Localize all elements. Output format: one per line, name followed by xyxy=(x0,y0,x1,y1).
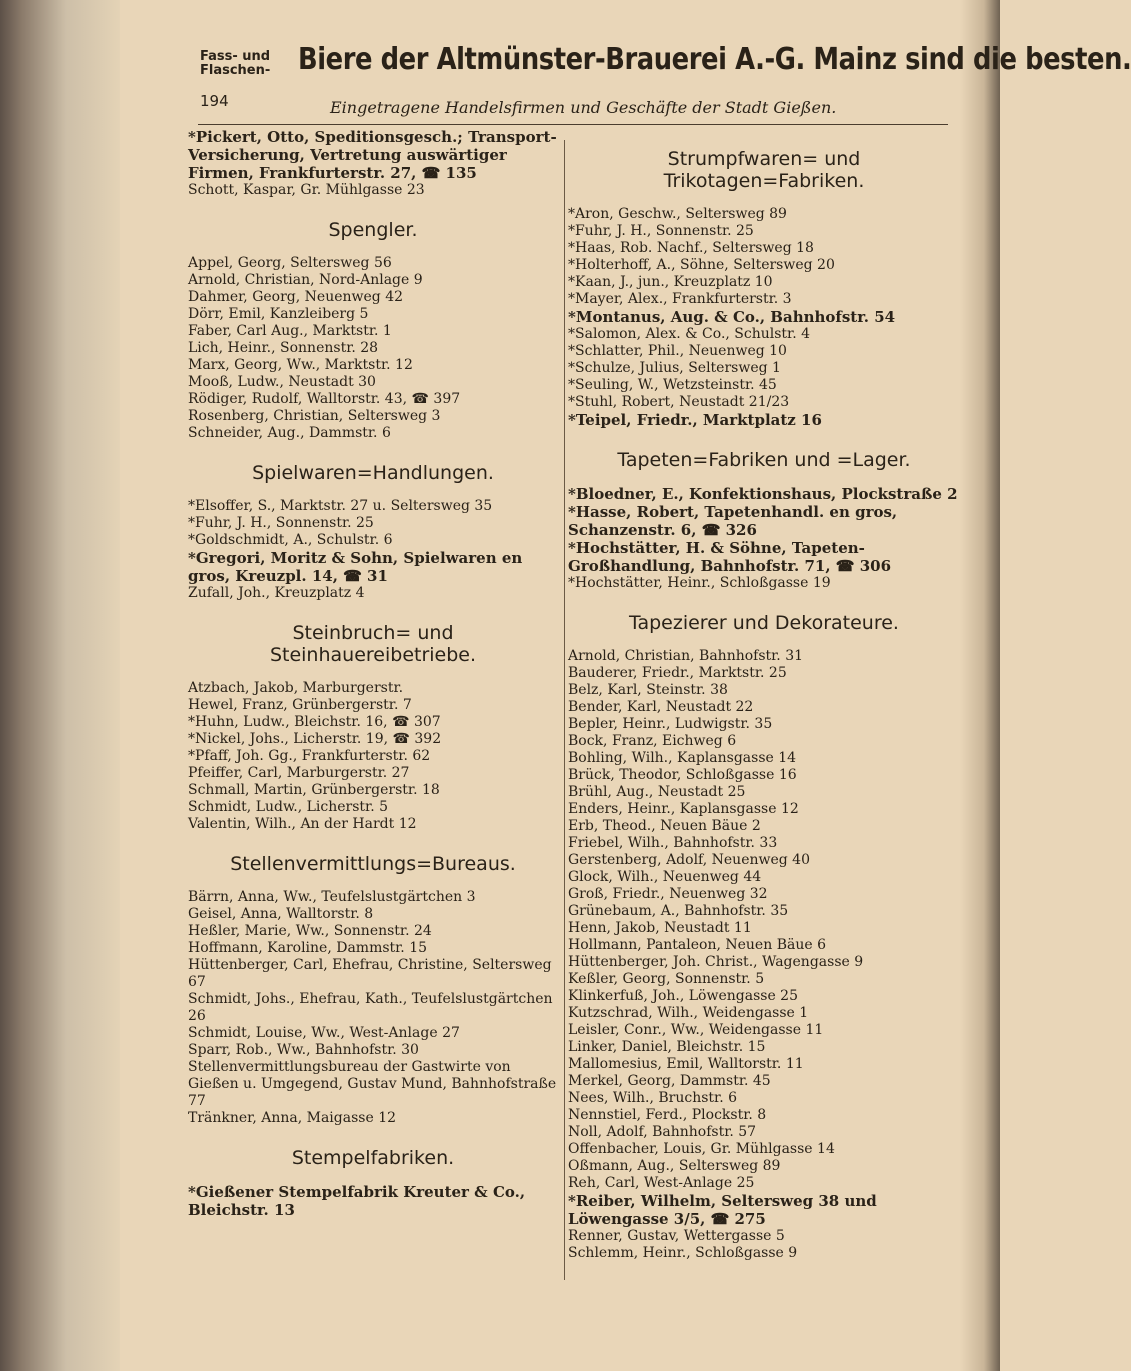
directory-entry: Heßler, Marie, Ww., Sonnenstr. 24 xyxy=(188,923,432,939)
running-head: Eingetragene Handelsfirmen und Geschäfte der Stadt Gießen. xyxy=(330,98,837,117)
directory-entry: Schmidt, Ludw., Licherstr. 5 xyxy=(188,799,389,815)
directory-entry: Tränkner, Anna, Maigasse 12 xyxy=(188,1110,397,1126)
section-heading: Stellenvermittlungs=Bureaus. xyxy=(230,853,516,875)
directory-entry: Geisel, Anna, Walltorstr. 8 xyxy=(188,906,374,922)
directory-entry: *Gregori, Moritz & Sohn, Spielwaren en gros, Kreuzpl. 14, ☎ 31 xyxy=(188,549,523,585)
directory-entry: Gerstenberg, Adolf, Neuenweg 40 xyxy=(568,852,810,868)
directory-entry: Keßler, Georg, Sonnenstr. 5 xyxy=(568,971,765,987)
directory-entry: *Hochstätter, Heinr., Schloßgasse 19 xyxy=(568,575,831,591)
book-page-edge-left xyxy=(0,0,120,1371)
right-column xyxy=(568,128,960,1262)
directory-entry: Valentin, Wilh., An der Hardt 12 xyxy=(188,816,417,832)
directory-entry: Nennstiel, Ferd., Plockstr. 8 xyxy=(568,1107,767,1123)
section-heading: Tapezierer und Dekorateure. xyxy=(629,612,899,634)
directory-entry: Bauderer, Friedr., Marktstr. 25 xyxy=(568,665,787,681)
directory-entry: *Fuhr, J. H., Sonnenstr. 25 xyxy=(568,223,754,239)
ad-headline: Biere der Altmünster-Brauerei A.-G. Mainz sind die besten. xyxy=(298,42,1131,77)
directory-entry: *Holterhoff, A., Söhne, Seltersweg 20 xyxy=(568,257,835,273)
directory-entry: Merkel, Georg, Dammstr. 45 xyxy=(568,1073,771,1089)
book-page-edge-right xyxy=(960,0,1000,1371)
directory-entry: *Huhn, Ludw., Bleichstr. 16, ☎ 307 xyxy=(188,714,441,730)
directory-entry: *Goldschmidt, A., Schulstr. 6 xyxy=(188,532,393,548)
directory-entry: Schmidt, Louise, Ww., West-Anlage 27 xyxy=(188,1025,460,1041)
column-divider xyxy=(564,140,565,1280)
directory-entry: Rödiger, Rudolf, Walltorstr. 43, ☎ 397 xyxy=(188,391,461,407)
directory-entry: Hewel, Franz, Grünbergerstr. 7 xyxy=(188,697,412,713)
directory-entry: *Stuhl, Robert, Neustadt 21/23 xyxy=(568,394,790,410)
directory-entry: Faber, Carl Aug., Marktstr. 1 xyxy=(188,323,392,339)
directory-entry: Bock, Franz, Eichweg 6 xyxy=(568,733,737,749)
directory-entry: Friebel, Wilh., Bahnhofstr. 33 xyxy=(568,835,778,851)
directory-entry: *Hasse, Robert, Tapetenhandl. en gros, Schanzenstr. 6, ☎ 326 xyxy=(568,503,898,539)
directory-entry: Schlemm, Heinr., Schloßgasse 9 xyxy=(568,1245,798,1261)
directory-entry: *Nickel, Johs., Licherstr. 19, ☎ 392 xyxy=(188,731,442,747)
directory-entry: Linker, Daniel, Bleichstr. 15 xyxy=(568,1039,766,1055)
directory-entry: Mooß, Ludw., Neustadt 30 xyxy=(188,374,376,390)
directory-entry: *Mayer, Alex., Frankfurterstr. 3 xyxy=(568,291,792,307)
directory-entry: Brück, Theodor, Schloßgasse 16 xyxy=(568,767,797,783)
directory-entry: *Schulze, Julius, Seltersweg 1 xyxy=(568,360,781,376)
directory-entry: *Elsoffer, S., Marktstr. 27 u. Seltersweg 35 xyxy=(188,498,493,514)
directory-entry: Pfeiffer, Carl, Marburgerstr. 27 xyxy=(188,765,410,781)
directory-entry: *Pfaff, Joh. Gg., Frankfurterstr. 62 xyxy=(188,748,431,764)
directory-entry: Schmall, Martin, Grünbergerstr. 18 xyxy=(188,782,440,798)
directory-entry: Atzbach, Jakob, Marburgerstr. xyxy=(188,680,404,696)
directory-entry: *Schlatter, Phil., Neuenweg 10 xyxy=(568,343,787,359)
directory-entry: Klinkerfuß, Joh., Löwengasse 25 xyxy=(568,988,798,1004)
directory-entry: Bender, Karl, Neustadt 22 xyxy=(568,699,754,715)
directory-entry: Oßmann, Aug., Seltersweg 89 xyxy=(568,1158,781,1174)
directory-entry: Noll, Adolf, Bahnhofstr. 57 xyxy=(568,1124,757,1140)
ad-small-text: Fass- und Flaschen- xyxy=(200,49,271,78)
directory-entry: Kutzschrad, Wilh., Weidengasse 1 xyxy=(568,1005,809,1021)
directory-entry: Arnold, Christian, Bahnhofstr. 31 xyxy=(568,648,804,664)
directory-entry: *Gießener Stempelfabrik Kreuter & Co., Bleichstr. 13 xyxy=(188,1183,526,1219)
directory-entry: Enders, Heinr., Kaplansgasse 12 xyxy=(568,801,799,817)
section-heading: Spielwaren=Handlungen. xyxy=(252,462,494,484)
directory-entry: Renner, Gustav, Wettergasse 5 xyxy=(568,1228,785,1244)
directory-entry: Stellenvermittlungsbureau der Gastwirte von Gießen u. Umgegend, Gustav Mund, Bahnhofstraße 77 xyxy=(188,1059,557,1109)
directory-entry: Brühl, Aug., Neustadt 25 xyxy=(568,784,746,800)
directory-entry: *Seuling, W., Wetzsteinstr. 45 xyxy=(568,377,777,393)
section-heading: Steinbruch= und Steinhauereibetriebe. xyxy=(269,622,477,666)
directory-entry: Bärrn, Anna, Ww., Teufelslustgärtchen 3 xyxy=(188,889,476,905)
directory-entry: Schneider, Aug., Dammstr. 6 xyxy=(188,425,391,441)
directory-entry: Schmidt, Johs., Ehefrau, Kath., Teufelslustgärtchen 26 xyxy=(188,991,553,1024)
directory-entry: Hoffmann, Karoline, Dammstr. 15 xyxy=(188,940,428,956)
directory-entry: *Fuhr, J. H., Sonnenstr. 25 xyxy=(188,515,374,531)
directory-entry: *Teipel, Friedr., Marktplatz 16 xyxy=(568,411,822,429)
directory-entry: *Hochstätter, H. & Söhne, Tapeten-Großhandlung, Bahnhofstr. 71, ☎ 306 xyxy=(568,539,892,575)
directory-entry: Erb, Theod., Neuen Bäue 2 xyxy=(568,818,761,834)
directory-entry: Nees, Wilh., Bruchstr. 6 xyxy=(568,1090,737,1106)
directory-entry: Grünebaum, A., Bahnhofstr. 35 xyxy=(568,903,789,919)
directory-entry: *Pickert, Otto, Speditionsgesch.; Transport-Versicherung, Vertretung auswärtiger Firmen, Frankfurterstr. 27, ☎ 135 xyxy=(188,128,557,182)
directory-entry: *Salomon, Alex. & Co., Schulstr. 4 xyxy=(568,326,811,342)
directory-entry: Rosenberg, Christian, Seltersweg 3 xyxy=(188,408,441,424)
directory-entry: *Bloedner, E., Konfektionshaus, Plockstraße 2 xyxy=(568,485,958,503)
directory-entry: Lich, Heinr., Sonnenstr. 28 xyxy=(188,340,379,356)
directory-entry: Leisler, Conr., Ww., Weidengasse 11 xyxy=(568,1022,824,1038)
directory-entry: Dörr, Emil, Kanzleiberg 5 xyxy=(188,306,369,322)
directory-entry: Bepler, Heinr., Ludwigstr. 35 xyxy=(568,716,773,732)
directory-entry: Reh, Carl, West-Anlage 25 xyxy=(568,1175,755,1191)
left-column xyxy=(188,128,558,1219)
directory-entry: Schott, Kaspar, Gr. Mühlgasse 23 xyxy=(188,182,425,198)
directory-entry: Mallomesius, Emil, Walltorstr. 11 xyxy=(568,1056,804,1072)
header-rule xyxy=(198,124,948,125)
directory-entry: Zufall, Joh., Kreuzplatz 4 xyxy=(188,585,365,601)
directory-entry: *Reiber, Wilhelm, Seltersweg 38 und Löwengasse 3/5, ☎ 275 xyxy=(568,1192,877,1228)
directory-entry: Hollmann, Pantaleon, Neuen Bäue 6 xyxy=(568,937,826,953)
directory-entry: Marx, Georg, Ww., Marktstr. 12 xyxy=(188,357,413,373)
directory-entry: Belz, Karl, Steinstr. 38 xyxy=(568,682,728,698)
directory-entry: Arnold, Christian, Nord-Anlage 9 xyxy=(188,272,423,288)
directory-entry: *Kaan, J., jun., Kreuzplatz 10 xyxy=(568,274,773,290)
directory-entry: Groß, Friedr., Neuenweg 32 xyxy=(568,886,768,902)
directory-entry: Bohling, Wilh., Kaplansgasse 14 xyxy=(568,750,797,766)
section-heading: Tapeten=Fabriken und =Lager. xyxy=(617,449,911,471)
directory-entry: Glock, Wilh., Neuenweg 44 xyxy=(568,869,762,885)
directory-entry: Appel, Georg, Seltersweg 56 xyxy=(188,255,392,271)
directory-entry: Offenbacher, Louis, Gr. Mühlgasse 14 xyxy=(568,1141,835,1157)
section-heading: Spengler. xyxy=(328,219,418,241)
directory-entry: *Aron, Geschw., Seltersweg 89 xyxy=(568,206,787,222)
section-heading: Stempelfabriken. xyxy=(291,1147,455,1169)
directory-entry: Sparr, Rob., Ww., Bahnhofstr. 30 xyxy=(188,1042,419,1058)
page-number: 194 xyxy=(200,92,229,110)
directory-entry: *Montanus, Aug. & Co., Bahnhofstr. 54 xyxy=(568,308,896,326)
section-heading: Strumpfwaren= und Trikotagen=Fabriken. xyxy=(663,148,865,192)
directory-entry: Dahmer, Georg, Neuenweg 42 xyxy=(188,289,404,305)
directory-entry: Hüttenberger, Carl, Ehefrau, Christine, Seltersweg 67 xyxy=(188,957,552,990)
directory-entry: *Haas, Rob. Nachf., Seltersweg 18 xyxy=(568,240,814,256)
directory-entry: Henn, Jakob, Neustadt 11 xyxy=(568,920,752,936)
directory-entry: Hüttenberger, Joh. Christ., Wagengasse 9 xyxy=(568,954,864,970)
